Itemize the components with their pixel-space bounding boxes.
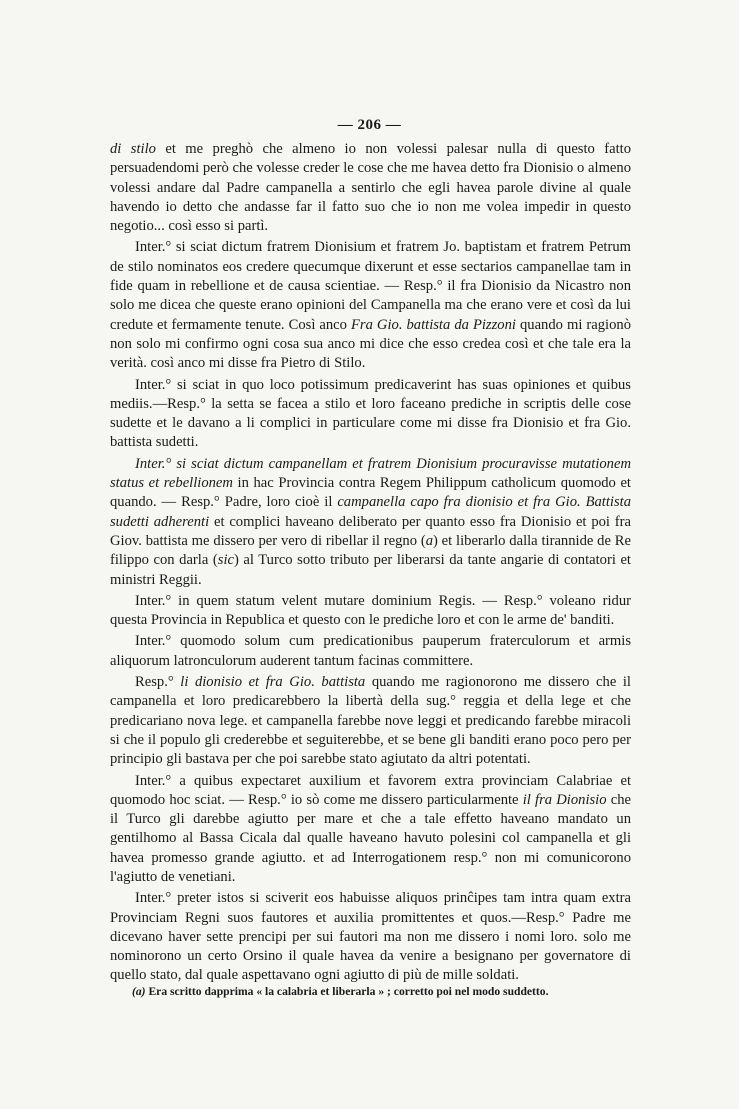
paragraph: Inter.° a quibus expectaret auxilium et favorem extra provinciam Calabriae et quomodo hoc sciat. — Resp.° io sò come me dissero particularmente il fra Dionisio che il Turco gli darebbe agiutto per mare et che a tale effetto haveano mandato un gentilhomo al Bassa Cicala dal qualle haveano havuto polesini col campanella et gli havea promesso grande agiutto. et ad Interrogationem resp.° non mi comunicorono l'agiutto de venetiani. xyxy=(110,772,631,885)
paragraph: di stilo et me preghò che almeno io non volessi palesar nulla di questo fatto persuadendomi però che volesse creder le cose che me havea detto fra Dionisio o almeno volessi andare dal Padre campanella a sentirlo che egli havea parole divine al quale havendo io detto che andasse far il fatto suo che io non me volea impedir in questo negotio... così esso si partì. xyxy=(110,141,631,235)
main-text xyxy=(110,140,631,988)
paragraph: Inter.° in quem statum velent mutare dominium Regis. — Resp.° voleano ridur questa Provincia in Republica et questo con le prediche loro et con le arme de' banditi. xyxy=(110,592,631,629)
paragraph: Inter.° si sciat dictum fratrem Dionisium et fratrem Jo. baptistam et fratrem Petrum de stilo nominatos eos credere quecumque dixerunt et esse sectarios campanellae tam in fide quam in rebellione et de causa scientiae. — Resp.° il fra Dionisio da Nicastro non solo me dicea che queste erano opinioni del Campanella ma che erano vere et così da lui credute et fermamente tenute. Così anco Fra Gio. battista da Pizzoni quando mi ragionò non solo mi confirmo ogni cosa sua anco mi dice che esso credea così et che tale era la verità. così anco mi disse fra Pietro di Stilo. xyxy=(110,239,631,372)
footnote-mark: (a) xyxy=(132,985,146,998)
footnote xyxy=(132,984,632,999)
paragraph: Inter.° si sciat dictum campanellam et fratrem Dionisium procuravisse mutationem status et rebellionem in hac Provincia contra Regem Philippum catholicum quomodo et quando. — Resp.° Padre, loro cioè il campanella capo fra dionisio et fra Gio. Battista sudetti adherenti et complici haveano deliberato per quanto esso fra Dionisio et poi fra Giov. battista me dissero per vero di ribellar il regno (a) et liberarlo dalla tirannide de Re filippo con darla (sic) al Turco sotto tributo per liberarsi da tante angarie di contatori et ministri Reggii. xyxy=(110,455,631,588)
paragraph: Inter.° quomodo solum cum predicationibus pauperum fraterculorum et armis aliquorum latronculorum auderent tantum facinas committere. xyxy=(110,633,631,669)
paragraph: Resp.° li dionisio et fra Gio. battista quando me ragionorono me dissero che il campanella et loro predicarebbero la libertà della sug.° reggia et della lege et che predicariano nova lege. et campanella farebbe nove leggi et predicando farebbe miracoli si che il populo gli crederebbe et seguiterebbe, et se bene gli banditi erano poco pero per principio gli bastava per che poi sarebbe stato agiutato da altri potentati. xyxy=(110,674,631,768)
paragraph: Inter.° preter istos si sciverit eos habuisse aliquos prinĉipes tam intra quam extra Provinciam Regni suos fautores et auxilia promittentes et quos.—Resp.° Padre me dicevano haver sette prencipi per sui fautori ma non me dissero i nomi loro. solo me nominorono un certo Orsino il quale havea da venire a besignano per governatore di quello stato, dal quale aspettavano ogni agiutto di più de mille soldati. xyxy=(110,890,631,984)
paragraph: Inter.° si sciat in quo loco potissimum predicaverint has suas opiniones et quibus mediis.—Resp.° la setta se facea a stilo et loro faceano prediche in scriptis delle cose sudette et le davano a li complici in particulare come mi disse fra Dionisio et fra Gio. battista sudetti. xyxy=(110,376,631,451)
footnote-text: Era scritto dapprima « la calabria et liberarla » ; corretto poi nel modo suddetto. xyxy=(148,985,549,998)
page-number: — 206 — xyxy=(337,117,402,133)
